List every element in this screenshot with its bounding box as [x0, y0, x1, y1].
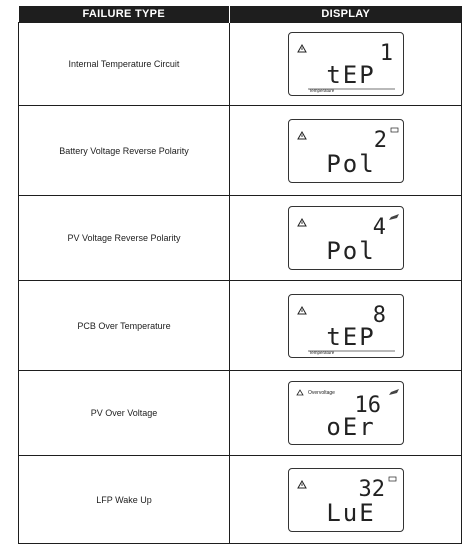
header-row: [19, 6, 462, 23]
display-cell: [230, 371, 462, 456]
table-row: [19, 281, 462, 371]
display-cell: [230, 196, 462, 281]
failure-type-cell: Internal Temperature Circuit: [19, 23, 230, 106]
warning-icon: [298, 307, 306, 314]
header-failure-type: FAILURE TYPE: [19, 6, 230, 23]
warning-icon: [298, 45, 306, 52]
display-cell: [230, 23, 462, 106]
lcd-screen: [288, 32, 404, 96]
lcd-sublabel: Temperature: [308, 88, 334, 93]
lcd-screen: [288, 119, 404, 183]
failure-type-cell: LFP Wake Up: [19, 456, 230, 544]
lcd-word: oEr: [325, 413, 376, 441]
table-row: [19, 456, 462, 544]
lcd-code: 16: [354, 393, 381, 418]
warning-icon: [298, 132, 306, 139]
solar-panel-icon: [389, 214, 399, 220]
table-row: [19, 23, 462, 106]
lcd-toplabel: Overvoltage: [307, 390, 335, 396]
warning-icon: [298, 481, 306, 488]
failure-type-cell: PV Over Voltage: [19, 371, 230, 456]
lcd-code: 8: [372, 302, 386, 328]
lcd-screen: [288, 468, 404, 532]
lcd-word: tEP: [325, 61, 376, 89]
lcd-word: Pol: [325, 237, 376, 265]
battery-icon: [391, 128, 398, 132]
lcd-screen: [288, 381, 404, 445]
warning-icon: [298, 219, 306, 226]
battery-icon: [389, 477, 396, 481]
solar-panel-icon: [389, 389, 399, 395]
lcd-code: 2: [373, 127, 387, 153]
failure-table: [18, 6, 462, 544]
header-display: DISPLAY: [230, 6, 462, 23]
display-cell: [230, 106, 462, 196]
lcd-screen: [288, 294, 404, 358]
lcd-code: 1: [379, 41, 393, 66]
table-row: [19, 371, 462, 456]
lcd-screen: [288, 206, 404, 270]
lcd-word: LuE: [325, 498, 376, 527]
lcd-code: 4: [372, 215, 386, 240]
lcd-sublabel: Temperature: [308, 349, 334, 355]
failure-type-cell: PV Voltage Reverse Polarity: [19, 196, 230, 281]
warning-icon: [297, 390, 303, 395]
table-row: [19, 196, 462, 281]
display-cell: [230, 456, 462, 544]
lcd-code: 32: [358, 476, 385, 502]
table-row: [19, 106, 462, 196]
lcd-word: Pol: [325, 149, 376, 178]
lcd-word: tEP: [325, 322, 376, 351]
failure-type-cell: Battery Voltage Reverse Polarity: [19, 106, 230, 196]
display-cell: [230, 281, 462, 371]
failure-type-cell: PCB Over Temperature: [19, 281, 230, 371]
